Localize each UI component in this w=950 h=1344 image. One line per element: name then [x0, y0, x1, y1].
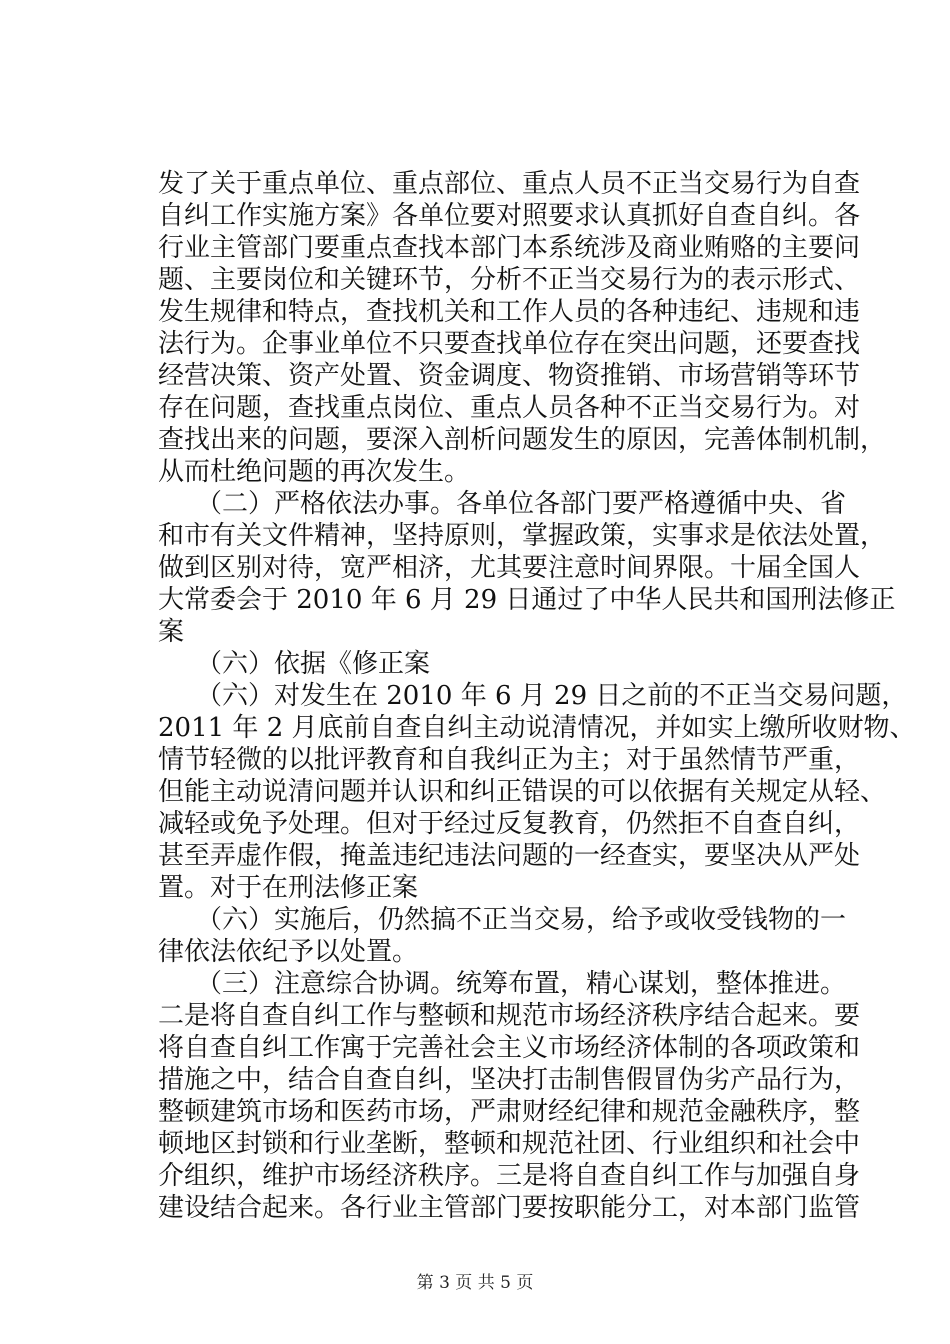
text-line: 案 — [158, 617, 185, 647]
text-line: 甚至弄虚作假，掩盖违纪违法问题的一经查实，要坚决从严处 — [158, 841, 861, 871]
page-footer: 第 3 页 共 5 页 — [416, 1273, 534, 1293]
text-line: 措施之中，结合自查自纠，坚决打击制售假冒伪劣产品行为， — [158, 1065, 861, 1095]
text-line: 从而杜绝问题的再次发生。 — [158, 457, 471, 487]
text-line: 自纠工作实施方案》各单位要对照要求认真抓好自查自纠。各 — [158, 201, 861, 231]
text-line: 发生规律和特点，查找机关和工作人员的各种违纪、违规和违 — [158, 297, 861, 327]
text-line: （三）注意综合协调。统筹布置，精心谋划，整体推进。 — [196, 969, 847, 999]
text-line: 但能主动说清问题并认识和纠正错误的可以依据有关规定从轻、 — [158, 777, 887, 807]
text-line: 二是将自查自纠工作与整顿和规范市场经济秩序结合起来。要 — [158, 1001, 861, 1031]
text-line: （二）严格依法办事。各单位各部门要严格遵循中央、省 — [196, 489, 847, 519]
text-line: 发了关于重点单位、重点部位、重点人员不正当交易行为自查 — [158, 169, 861, 199]
text-line: 经营决策、资产处置、资金调度、物资推销、市场营销等环节 — [158, 361, 861, 391]
text-line: 整顿建筑市场和医药市场，严肃财经纪律和规范金融秩序，整 — [158, 1097, 861, 1127]
text-line: 存在问题，查找重点岗位、重点人员各种不正当交易行为。对 — [158, 393, 861, 423]
text-line: 法行为。企事业单位不只要查找单位存在突出问题，还要查找 — [158, 329, 861, 359]
text-line: 建设结合起来。各行业主管部门要按职能分工，对本部门监管 — [158, 1193, 861, 1223]
text-line: 查找出来的问题，要深入剖析问题发生的原因，完善体制机制， — [158, 425, 887, 455]
text-line: 顿地区封锁和行业垄断，整顿和规范社团、行业组织和社会中 — [158, 1129, 861, 1159]
text-line: 情节轻微的以批评教育和自我纠正为主；对于虽然情节严重， — [158, 745, 861, 775]
text-line: 律依法依纪予以处置。 — [158, 937, 419, 967]
text-line: （六）依据《修正案 — [196, 649, 431, 679]
text-line: 和市有关文件精神，坚持原则，掌握政策，实事求是依法处置， — [158, 521, 887, 551]
document-body — [158, 168, 916, 1224]
text-line: （六）实施后，仍然搞不正当交易，给予或收受钱物的一 — [196, 905, 847, 935]
text-line: （六）对发生在 2010 年 6 月 29 日之前的不正当交易问题， — [196, 681, 908, 711]
text-line: 行业主管部门要重点查找本部门本系统涉及商业贿赂的主要问 — [158, 233, 861, 263]
text-line: 介组织，维护市场经济秩序。三是将自查自纠工作与加强自身 — [158, 1161, 861, 1191]
text-line: 大常委会于 2010 年 6 月 29 日通过了中华人民共和国刑法修正 — [158, 585, 896, 615]
text-line: 2011 年 2 月底前自查自纠主动说清情况，并如实上缴所收财物、 — [158, 713, 916, 743]
text-line: 减轻或免予处理。但对于经过反复教育，仍然拒不自查自纠， — [158, 809, 861, 839]
text-line: 将自查自纠工作寓于完善社会主义市场经济体制的各项政策和 — [158, 1033, 861, 1063]
text-line: 做到区别对待，宽严相济，尤其要注意时间界限。十届全国人 — [158, 553, 861, 583]
text-line: 置。对于在刑法修正案 — [158, 873, 419, 903]
text-line: 题、主要岗位和关键环节，分析不正当交易行为的表示形式、 — [158, 265, 861, 295]
